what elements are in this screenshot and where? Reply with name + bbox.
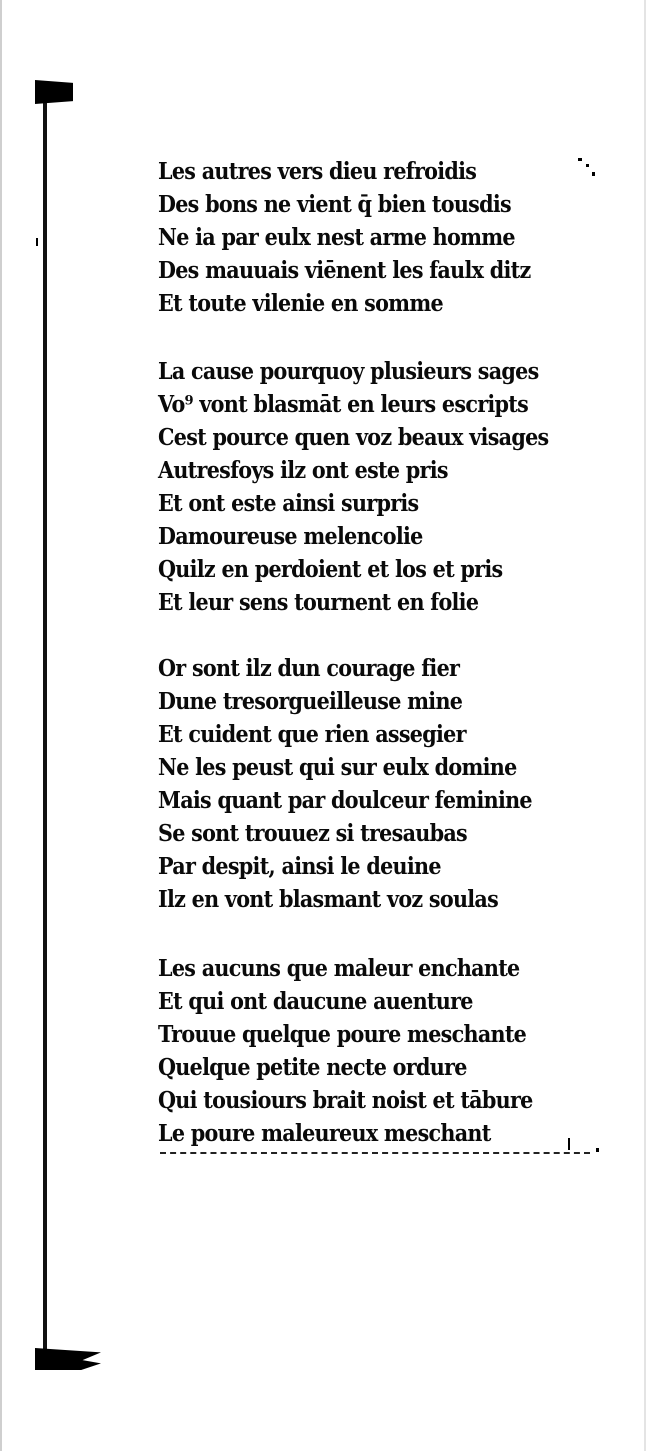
binding-gutter-line (43, 100, 47, 1355)
verse-line: Cest pource quen voz beaux visages (158, 424, 549, 451)
verse-line: Vo⁹ vont blasmāt en leurs escripts (158, 391, 529, 418)
verse-line: Quilz en perdoient et los et pris (158, 556, 503, 583)
verse-line: Et qui ont daucune auenture (158, 988, 473, 1015)
page-left-edge (0, 0, 2, 1451)
verse-line: Par despit, ainsi le deuine (158, 853, 441, 880)
verse-line: Et ont este ainsi surpris (158, 490, 419, 517)
stanza-2 (158, 355, 608, 619)
verse-line: La cause pourquoy plusieurs sages (158, 358, 539, 385)
verse-line: Et cuident que rien assegier (158, 721, 466, 748)
verse-line: Dune tresorgueilleuse mine (158, 688, 463, 715)
verse-line: Quelque petite necte ordure (158, 1054, 467, 1081)
verse-line: Trouue quelque poure meschante (158, 1021, 527, 1048)
verse-line: Des bons ne vient q̄ bien tousdis (158, 191, 511, 218)
verse-line: Les aucuns que maleur enchante (158, 955, 520, 982)
verse-line: Or sont ilz dun courage fier (158, 655, 460, 682)
verse-line: Le poure maleureux meschant (158, 1120, 491, 1147)
stanza-4 (158, 952, 608, 1150)
verse-line: Qui tousiours brait noist et tābure (158, 1087, 533, 1114)
verse-line: Ilz en vont blasmant voz soulas (158, 886, 499, 913)
verse-line: Ne les peust qui sur eulx domine (158, 754, 517, 781)
verse-line: Ne ia par eulx nest arme homme (158, 224, 515, 251)
verse-line: Damoureuse melencolie (158, 523, 423, 550)
verse-line: Autresfoys ilz ont este pris (158, 457, 448, 484)
verse-line: Et toute vilenie en somme (158, 290, 443, 317)
verse-line: Se sont trouuez si tresaubas (158, 820, 467, 847)
verse-line: Mais quant par doulceur feminine (158, 787, 532, 814)
dotted-underline-rule (160, 1152, 590, 1154)
bottom-margin-mark (35, 1348, 101, 1370)
ink-speck (36, 238, 38, 246)
verse-line: Des mauuais viēnent les faulx ditz (158, 257, 531, 284)
stanza-1 (158, 155, 608, 320)
verse-line: Les autres vers dieu refroidis (158, 158, 477, 185)
verse-line: Et leur sens tournent en folie (158, 589, 479, 616)
stanza-3 (158, 652, 608, 916)
top-margin-mark (35, 80, 73, 104)
